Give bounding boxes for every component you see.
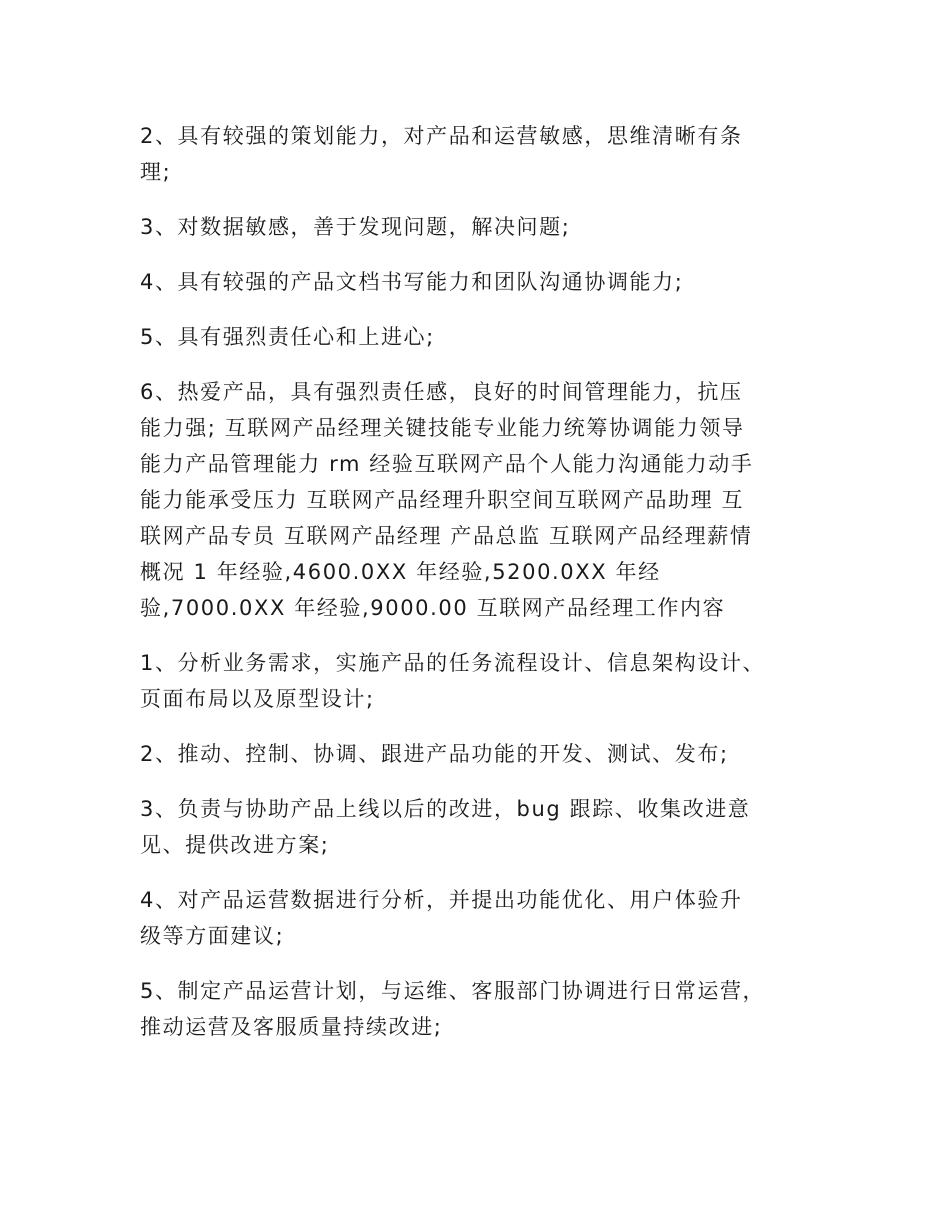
paragraph-duty-2 (140, 736, 812, 772)
text-line: 4、具有较强的产品文档书写能力和团队沟通协调能力; (140, 270, 684, 294)
paragraph-duty-1 (140, 645, 812, 717)
paragraph-requirement-5 (140, 319, 812, 355)
text-line: 6、热爱产品，具有强烈责任感，良好的时间管理能力，抗压 (140, 380, 743, 404)
paragraph-requirement-6 (140, 374, 812, 626)
paragraph-duty-5 (140, 973, 812, 1045)
text-line: 3、负责与协助产品上线以后的改进，bug 跟踪、收集改进意 (140, 797, 751, 821)
text-line: 4、对产品运营数据进行分析，并提出功能优化、用户体验升 (140, 888, 743, 912)
text-line: 理; (140, 160, 172, 184)
paragraph-requirement-3 (140, 209, 812, 245)
text-line: 2、具有较强的策划能力，对产品和运营敏感，思维清晰有条 (140, 124, 743, 148)
text-line: 2、推动、控制、协调、跟进产品功能的开发、测试、发布; (140, 742, 729, 766)
document-body (140, 118, 812, 1064)
text-line: 见、提供改进方案; (140, 833, 330, 857)
text-line: 1、分析业务需求，实施产品的任务流程设计、信息架构设计、 (140, 651, 766, 675)
paragraph-duty-3 (140, 791, 812, 863)
text-line: 页面布局以及原型设计; (140, 687, 375, 711)
text-line: 能力强; 互联网产品经理关键技能专业能力统筹协调能力领导 (140, 416, 745, 440)
text-line: 推动运营及客服质量持续改进; (140, 1015, 443, 1039)
text-line: 能力能承受压力 互联网产品经理升职空间互联网产品助理 互 (140, 488, 745, 512)
text-line: 联网产品专员 互联网产品经理 产品总监 互联网产品经理薪情 (140, 524, 753, 548)
text-line: 级等方面建议; (140, 924, 285, 948)
text-line: 验,7000.0XX 年经验,9000.00 互联网产品经理工作内容 (140, 596, 726, 620)
text-line: 3、对数据敏感，善于发现问题，解决问题; (140, 215, 571, 239)
paragraph-requirement-2 (140, 118, 812, 190)
text-line: 能力产品管理能力 rm 经验互联网产品个人能力沟通能力动手 (140, 452, 754, 476)
text-line: 概况 1 年经验,4600.0XX 年经验,5200.0XX 年经 (140, 560, 661, 584)
text-line: 5、制定产品运营计划，与运维、客服部门协调进行日常运营， (140, 979, 766, 1003)
paragraph-requirement-4 (140, 264, 812, 300)
text-line: 5、具有强烈责任心和上进心; (140, 325, 435, 349)
paragraph-duty-4 (140, 882, 812, 954)
